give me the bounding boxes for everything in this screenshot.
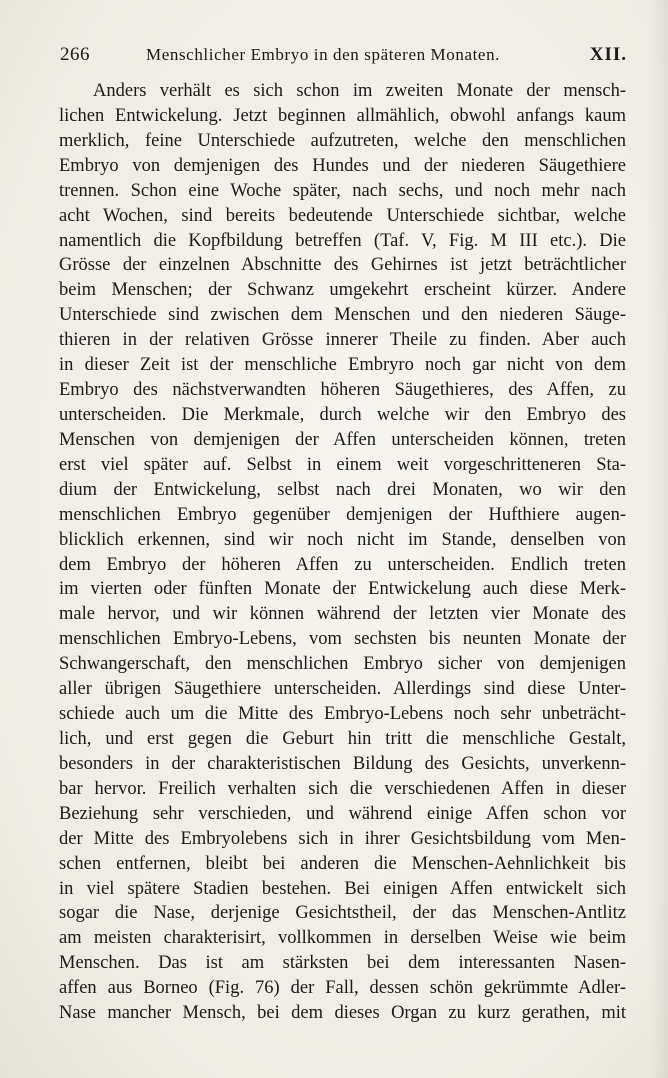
text-line: schiede auch um die Mitte des Embryo-Lebens noch sehr unbeträcht- — [59, 704, 626, 725]
running-title: Menschlicher Embryo in den späteren Monaten. — [146, 45, 501, 64]
text-line: menschlichen Embryo gegenüber demjenigen der Hufthiere augen- — [59, 504, 626, 525]
page-header — [60, 44, 627, 72]
text-line: sogar die Nase, derjenige Gesichtstheil, der das Menschen-Antlitz — [59, 903, 626, 924]
text-line: beim Menschen; der Schwanz umgekehrt erscheint kürzer. Andere — [59, 280, 626, 301]
text-line: Nase mancher Mensch, bei dem dieses Organ zu kurz gerathen, mit — [59, 1003, 626, 1024]
text-line: in viel spätere Stadien bestehen. Bei einigen Affen entwickelt sich — [59, 878, 626, 899]
text-line: bar hervor. Freilich verhalten sich die verschiedenen Affen in dieser — [59, 778, 626, 799]
text-line: Anders verhält es sich schon im zweiten Monate der mensch- — [93, 81, 626, 101]
text-line: der Mitte des Embryolebens sich in ihrer Gesichtsbildung vom Men- — [59, 828, 626, 849]
text-line: Grösse der einzelnen Abschnitte des Gehirnes ist jetzt beträchtlicher — [59, 255, 626, 276]
text-line: Menschen. Das ist am stärksten bei dem interessanten Nasen- — [59, 953, 626, 974]
text-line: merklich, feine Unterschiede aufzutreten, welche den menschlichen — [59, 130, 626, 151]
text-line: am meisten charakterisirt, vollkommen in derselben Weise wie beim — [59, 928, 626, 949]
text-line: lichen Entwickelung. Jetzt beginnen allmählich, obwohl anfangs kaum — [59, 105, 626, 126]
text-line: schen entfernen, bleibt bei anderen die Menschen-Aehnlichkeit bis — [59, 853, 626, 874]
text-line: Beziehung sehr verschieden, und während einige Affen schon vor — [59, 803, 626, 824]
text-line: in dieser Zeit ist der menschliche Embryro noch gar nicht von dem — [59, 355, 626, 376]
body-paragraph — [59, 79, 626, 1026]
text-line: besonders in der charakteristischen Bildung des Gesichts, unverkenn- — [59, 753, 626, 774]
text-line: Embryo des nächstverwandten höheren Säugethieres, des Affen, zu — [59, 380, 626, 401]
text-line: namentlich die Kopfbildung betreffen (Taf. V, Fig. M III etc.). Die — [59, 230, 626, 251]
text-line: blicklich erkennen, sind wir noch nicht im Stande, denselben von — [59, 529, 626, 550]
text-line: thieren in der relativen Grösse innerer Theile zu finden. Aber auch — [59, 330, 626, 351]
text-line: Embryo von demjenigen des Hundes und der niederen Säugethiere — [59, 155, 626, 176]
text-line: erst viel später auf. Selbst in einem weit vorgeschritteneren Sta- — [59, 454, 626, 475]
text-line: menschlichen Embryo-Lebens, vom sechsten bis neunten Monate der — [59, 629, 626, 650]
text-line: trennen. Schon eine Woche später, nach sechs, und noch mehr nach — [59, 180, 626, 201]
chapter-number: XII. — [589, 44, 627, 65]
text-line: im vierten oder fünften Monate der Entwickelung auch diese Merk- — [59, 579, 626, 600]
text-line: Schwangerschaft, den menschlichen Embryo sicher von demjenigen — [59, 654, 626, 675]
text-line: aller übrigen Säugethiere unterscheiden. Allerdings sind diese Unter- — [59, 679, 626, 700]
text-line: dium der Entwickelung, selbst nach drei Monaten, wo wir den — [59, 479, 626, 500]
text-line: unterscheiden. Die Merkmale, durch welche wir den Embryo des — [59, 404, 626, 425]
page-edge-shadow — [650, 0, 668, 1078]
text-line: Menschen von demjenigen der Affen unterscheiden können, treten — [59, 429, 626, 450]
text-line: dem Embryo der höheren Affen zu unterscheiden. Endlich treten — [59, 554, 626, 575]
text-line: Unterschiede sind zwischen dem Menschen und den niederen Säuge- — [59, 305, 626, 326]
text-line: affen aus Borneo (Fig. 76) der Fall, dessen schön gekrümmte Adler- — [59, 978, 626, 999]
text-line: acht Wochen, sind bereits bedeutende Unterschiede sichtbar, welche — [59, 205, 626, 226]
text-line: lich, und erst gegen die Geburt hin tritt die menschliche Gestalt, — [59, 728, 626, 749]
page-number: 266 — [60, 44, 90, 65]
text-line: male hervor, und wir können während der letzten vier Monate des — [59, 604, 626, 625]
